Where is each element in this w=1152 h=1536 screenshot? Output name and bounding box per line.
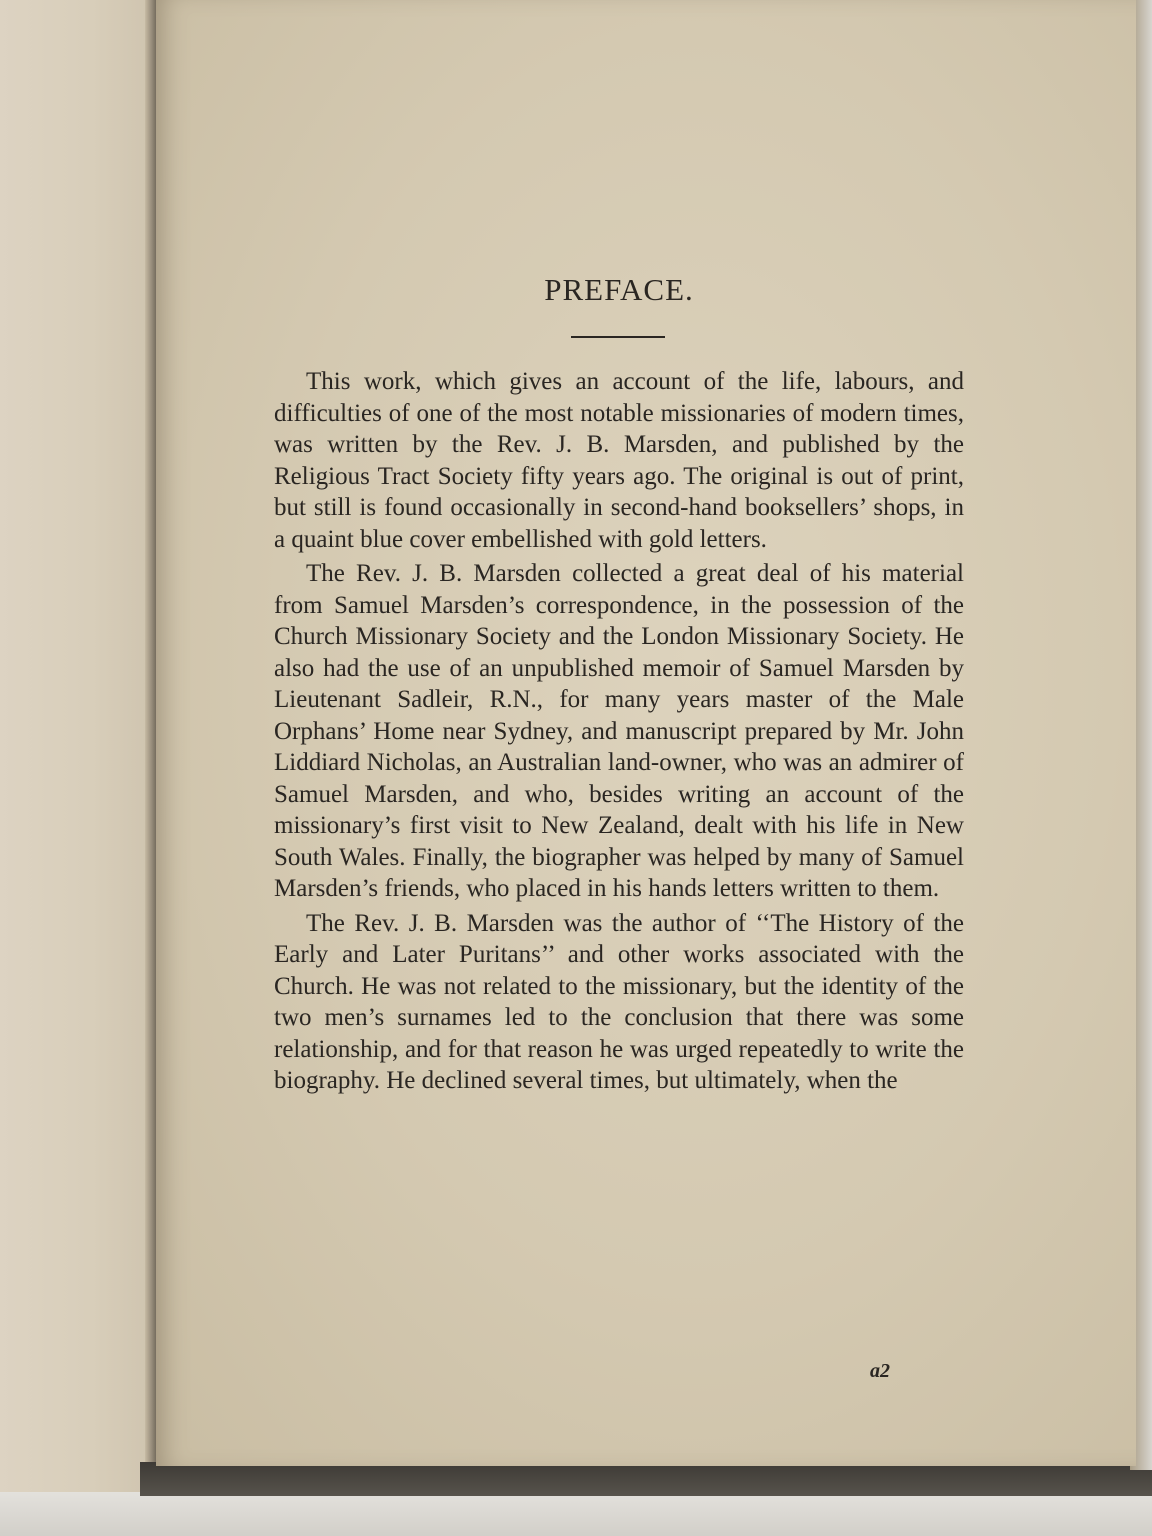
paragraph-3: The Rev. J. B. Marsden was the author of ‘‘The History of the Early and Later Puritans’’ and other works associated with the Church. He was not related to the missionary, but the identity of the two men’s surnames led to the conclusion that there was some relationship, and for that reason he was urged repeatedly to write the biography. He declined several times, but ultimately, when the [274,909,964,1094]
heading-rule [571,336,665,338]
book-cover [0,0,152,1536]
paragraph-1: This work, which gives an account of the life, labours, and difficulties of one of the most notable missionaries of modern times, was written by the Rev. J. B. Marsden, and published by the Religious Tract Society fifty years ago. The original is out of print, but still is found occasionally in second-hand booksellers’ shops, in a quaint blue cover embellished with gold letters. [274,368,964,553]
book-bottom-edge [140,1462,1152,1496]
preface-body [274,366,964,1100]
paragraph-2: The Rev. J. B. Marsden collected a great deal of his material from Samuel Marsden’s correspondence, in the possession of the Church Missionary Society and the London Missionary Society. He also had the use of an unpublished memoir of Samuel Marsden by Lieutenant Sadleir, R.N., for many years master of the Male Orphans’ Home near Sydney, and manuscript prepared by Mr. John Liddiard Nicholas, an Australian land-owner, who was an admirer of Samuel Marsden, and who, besides writing an account of the missionary’s first visit to New Zealand, dealt with his life in New South Wales. Finally, the biographer was helped by many of Samuel Marsden’s friends, who placed in his hands letters written to them. [274,560,964,902]
signature-mark: a2 [870,1360,890,1382]
page-heading: PREFACE. [544,272,694,307]
table-surface [0,1492,1152,1536]
book-page [156,0,1136,1466]
